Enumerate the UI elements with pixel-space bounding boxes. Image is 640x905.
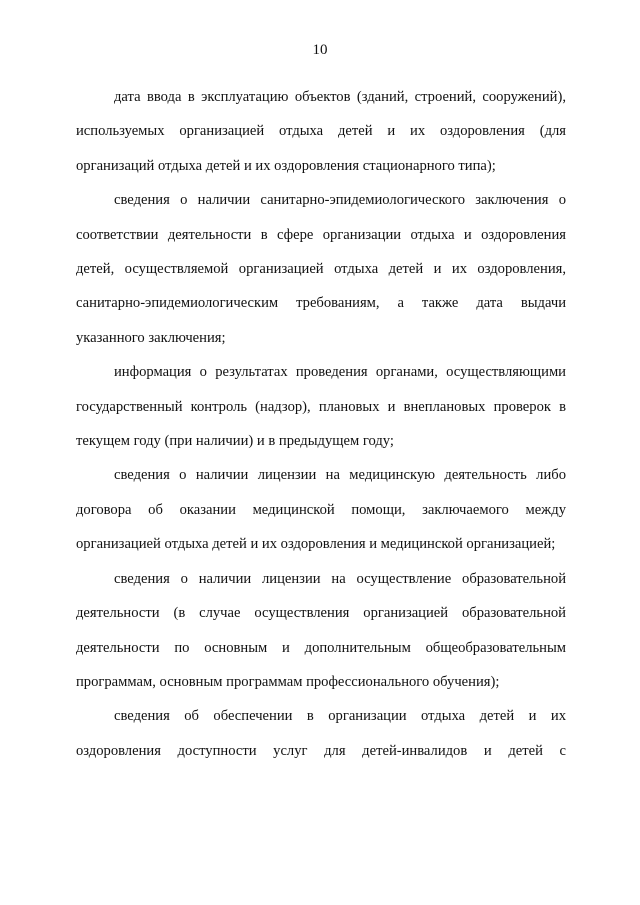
paragraph: сведения об обеспечении в организации отдыха детей и их оздоровления доступности услуг для детей-инвалидов и детей с (76, 708, 566, 759)
paragraph: сведения о наличии лицензии на медицинскую деятельность либо договора об оказании медицинской помощи, заключаемого между организацией отдыха детей и их оздоровления и медицинской организацией; (76, 467, 566, 553)
paragraph: сведения о наличии лицензии на осуществление образовательной деятельности (в случае осуществления организацией образовательной деятельности по основным и дополнительным общеобразовательным программам, основным программам профессионального обучения); (76, 570, 566, 690)
paragraph: сведения о наличии санитарно-эпидемиологического заключения о соответствии деятельности в сфере организации отдыха и оздоровления детей, осуществляемой организацией отдыха детей и их оздоровления, санитарно-эпидемиологическим требованиям, а также дата выдачи указанного заключения; (76, 192, 566, 346)
paragraph: информация о результатах проведения органами, осуществляющими государственный контроль (надзор), плановых и внеплановых проверок в текущем году (при наличии) и в предыдущем году; (76, 364, 566, 450)
document-body (76, 80, 566, 768)
page-number: 10 (312, 42, 328, 58)
paragraph: дата ввода в эксплуатацию объектов (зданий, строений, сооружений), используемых организацией отдыха детей и их оздоровления (для организаций отдыха детей и их оздоровления стационарного типа); (76, 89, 566, 174)
